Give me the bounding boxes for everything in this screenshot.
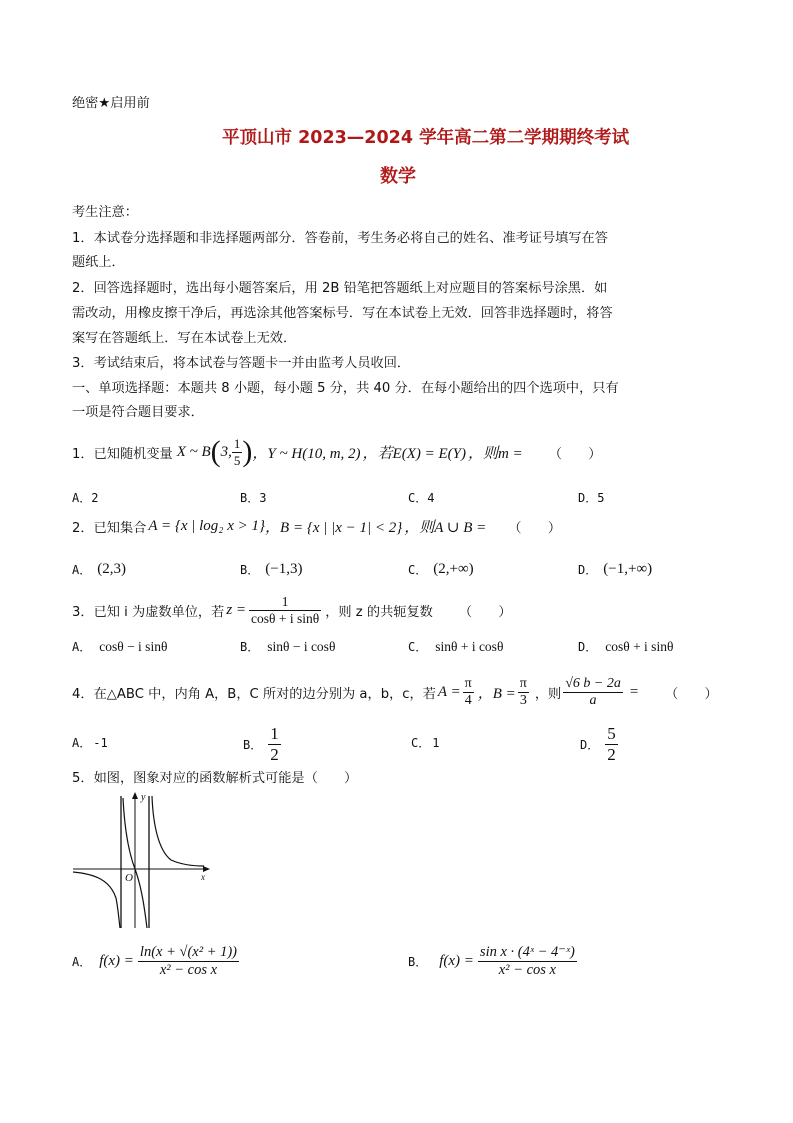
notice-line: 3．考试结束后，将本试卷与答题卡一并由监考人员收回． — [72, 356, 411, 371]
y-axis-label: y — [141, 792, 146, 803]
q2-option-d[interactable]: D． (−1,+∞) — [578, 561, 653, 577]
curve-right-branch — [152, 796, 204, 866]
q3-option-a[interactable]: A． cosθ − i sinθ — [72, 638, 168, 654]
q1-option-c[interactable]: C．4 — [408, 491, 435, 505]
fraction: $\frac{1}{5}$ — [233, 435, 241, 468]
x-axis-label: x — [201, 872, 205, 882]
q1-option-a[interactable]: A．2 — [72, 491, 99, 505]
notice-line: 题纸上． — [72, 255, 125, 270]
q3-option-c[interactable]: C． sinθ + i cosθ — [408, 638, 504, 654]
question-2-stem: 2．已知集合 A = {x | log₂ x > 1} ，B = {x | |x − 1| < 2} ，则A ∪ B = （ ） — [72, 518, 562, 536]
fraction: $\frac{√6 b - 2a}{a}$ — [565, 675, 621, 708]
notice-heading: 考生注意： — [72, 205, 138, 220]
notice-line: 2．回答选择题时，选出每小题答案后，用 2B 铅笔把答题纸上对应题目的答案标号涂黑．如 — [72, 281, 608, 296]
fraction: $\frac{1}{2}$ — [270, 724, 279, 764]
q5-option-a[interactable]: A． f(x) = $\frac{\text{ln(x + √(x² + 1))}}{\text{x² − cos x}}$ — [72, 944, 238, 978]
q4-option-b[interactable]: B． $\frac{1}{2}$ — [243, 724, 279, 764]
question-5-stem: 5．如图，图象对应的函数解析式可能是（ ） — [72, 771, 358, 786]
y-axis-arrow — [132, 792, 138, 799]
q4-option-d[interactable]: D． $\frac{5}{2}$ — [580, 724, 616, 764]
q4-option-a[interactable]: A． -1 — [72, 735, 108, 750]
fraction: $\frac{\pi}{4}$ — [464, 675, 472, 708]
section-heading: 一项是符合题目要求． — [72, 405, 204, 420]
q2-option-c[interactable]: C． (2,+∞) — [408, 561, 474, 577]
q1-option-b[interactable]: B．3 — [240, 491, 267, 505]
notice-line: 1．本试卷分选择题和非选择题两部分．答卷前，考生务必将自己的姓名、准考证号填写在答 — [72, 231, 608, 246]
origin-label: O — [125, 872, 133, 884]
fraction: $\frac{\text{ln(x + √(x² + 1))}}{\text{x² − cos x}}$ — [139, 944, 238, 978]
fraction: $\frac{1}{\text{cosθ + i sinθ}}$ — [251, 594, 320, 626]
q4-option-c[interactable]: C． 1 — [411, 735, 440, 750]
exam-subject: 数学 — [380, 166, 416, 187]
fraction: $\frac{\pi}{3}$ — [519, 675, 527, 708]
fraction: $\frac{\text{sin x · (4ˣ − 4⁻ˣ)}}{\text{x² − cos x}}$ — [479, 944, 575, 978]
notice-line: 需改动，用橡皮擦干净后，再选涂其他答案标号．写在本试卷上无效．回答非选择题时，将答 — [72, 306, 613, 321]
exam-title: 平顶山市 2023—2024 学年高二第二学期期终考试 — [222, 128, 630, 148]
confidential-label: 绝密★启用前 — [72, 96, 150, 111]
question-4-stem: 4．在△ABC 中，内角 A，B，C 所对的边分别为 a，b，c，若 A = $\frac{\pi}{4}$ ，B = $\frac{\pi}{3}$ ，则 $\frac{√6 b - 2a}{a}$ = （ ） — [72, 675, 718, 708]
question-3-stem: 3．已知 i 为虚数单位，若 z = $\frac{1}{\text{cosθ + i sinθ}}$ ，则 z 的共轭复数 （ ） — [72, 594, 512, 626]
section-heading: 一、单项选择题：本题共 8 小题，每小题 5 分，共 40 分．在每小题给出的四个选项中，只有 — [72, 381, 619, 396]
curve-left-branch — [73, 872, 120, 928]
question-1-stem: 1．已知随机变量 X ~ B ( 3, $\frac{1}{5}$ ) ，Y ~ H(10, m, 2) ，若E(X) = E(Y) ，则m = （ ） — [72, 435, 602, 468]
fraction: $\frac{5}{2}$ — [607, 724, 616, 764]
notice-line: 案写在答题纸上．写在本试卷上无效． — [72, 331, 297, 346]
q1-option-d[interactable]: D．5 — [578, 491, 605, 505]
q3-option-b[interactable]: B． sinθ − i cosθ — [240, 638, 336, 654]
q2-option-a[interactable]: A． (2,3) — [72, 561, 126, 577]
q3-option-d[interactable]: D． cosθ + i sinθ — [578, 638, 674, 654]
q5-option-b[interactable]: B． f(x) = $\frac{\text{sin x · (4ˣ − 4⁻ˣ)}}{\text{x² − cos x}}$ — [408, 944, 575, 978]
q2-option-b[interactable]: B． (−1,3) — [240, 561, 303, 577]
q5-function-graph — [70, 788, 215, 933]
